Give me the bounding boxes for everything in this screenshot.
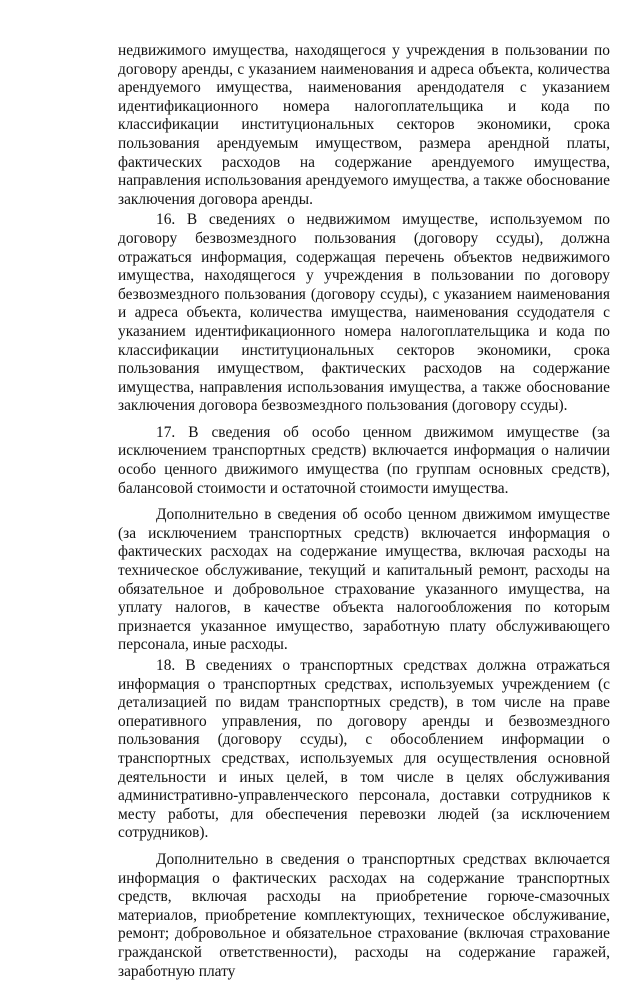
document-body <box>118 42 610 981</box>
paragraph-16: 16. В сведениях о недвижимом имуществе, используемом по договору безвозмездного пользования (договору ссуды), должна отражаться информация, содержащая перечень объектов недвижимого имущества, находящегося у учреждения в пользовании по договору безвозмездного пользования (договору ссуды), с указанием наименования и адреса объекта, количества имущества, наименования ссудодателя с указанием идентификационного номера налогоплательщика и кода по классификации институциональных секторов экономики, срока пользования имуществом, фактических расходов на содержание имущества, направления использования имущества, а также обоснование заключения договора безвозмездного пользования (договору ссуды). <box>118 211 610 415</box>
paragraph-17-additional: Дополнительно в сведения об особо ценном движимом имуществе (за исключением транспортных средств) включается информация о фактических расходах на содержание имущества, включая расходы на техническое обслуживание, текущий и капитальный ремонт, расходы на обязательное и добровольное страхование указанного имущества, на уплату налогов, в качестве объекта налогообложения по которым признается указанное имущество, заработную плату обслуживающего персонала, иные расходы. <box>118 506 610 654</box>
paragraph-18: 18. В сведениях о транспортных средствах должна отражаться информация о транспортных средствах, используемых учреждением (с детализацией по видам транспортных средств), в том числе на праве оперативного управления, по договору аренды и безвозмездного пользования (договору ссуды), с обособлением информации о транспортных средствах, используемых для осуществления основной деятельности и иных целей, в том числе в целях обслуживания административно-управленческого персонала, доставки сотрудников к месту работы, для обеспечения перевозки людей (за исключением сотрудников). <box>118 657 610 842</box>
paragraph-18-additional: Дополнительно в сведения о транспортных средствах включается информация о фактических расходах на содержание транспортных средств, включая расходы на приобретение горюче-смазочных материалов, приобретение комплектующих, техническое обслуживание, ремонт; добровольное и обязательное страхование (включая страхование гражданской ответственности), расходы на содержание гаражей, заработную плату <box>118 850 610 980</box>
paragraph-17: 17. В сведения об особо ценном движимом имуществе (за исключением транспортных средств) включается информация о наличии особо ценного движимого имущества (по группам основных средств), балансовой стоимости и остаточной стоимости имущества. <box>118 423 610 497</box>
paragraph-continuation: недвижимого имущества, находящегося у учреждения в пользовании по договору аренды, с указанием наименования и адреса объекта, количества арендуемого имущества, наименования арендодателя с указанием идентификационного номера налогоплательщика и кода по классификации институциональных секторов экономики, срока пользования арендуемым имуществом, размера арендной платы, фактических расходов на содержание арендуемого имущества, направления использования арендуемого имущества, а также обоснование заключения договора аренды. <box>118 42 610 208</box>
